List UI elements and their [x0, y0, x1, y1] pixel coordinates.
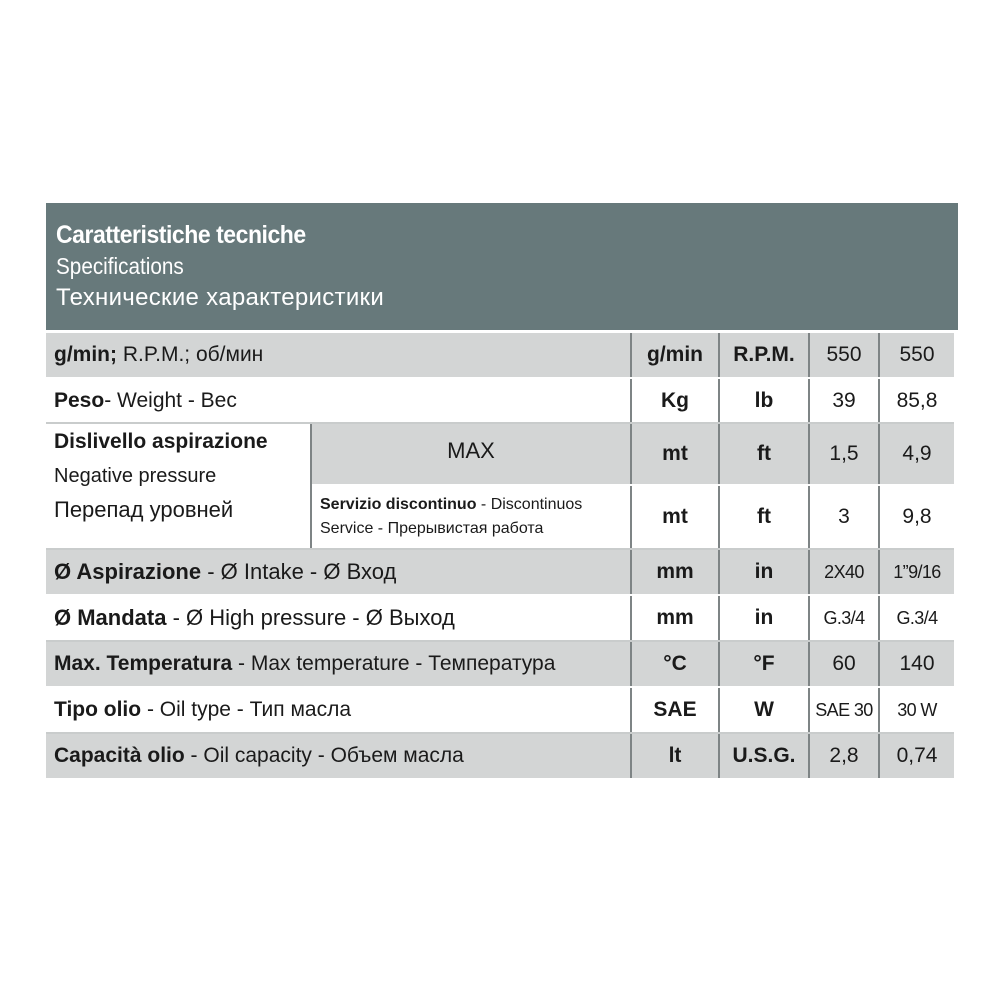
- value-imperial: 0,74: [879, 733, 954, 779]
- value-metric: SAE 30: [809, 687, 879, 733]
- label-rest: - Oil capacity - Объем масла: [184, 744, 464, 767]
- row-intake: [46, 549, 954, 595]
- label-rest: R.P.M.; об/мин: [117, 343, 264, 366]
- row-label: [46, 641, 631, 687]
- negative-pressure-label: [46, 423, 311, 549]
- condition-bold: Servizio discontinuo: [320, 496, 477, 513]
- value-metric: 2,8: [809, 733, 879, 779]
- label-bold: Peso: [54, 388, 105, 412]
- unit-imperial: ft: [719, 423, 809, 485]
- label-bold: Tipo olio: [54, 698, 142, 721]
- unit-metric: mm: [631, 549, 719, 595]
- unit-imperial: ft: [719, 485, 809, 549]
- unit-metric: mt: [631, 423, 719, 485]
- label-rest: - Ø High pressure - Ø Выход: [166, 605, 455, 630]
- value-metric: 39: [809, 378, 879, 423]
- unit-metric: °C: [631, 641, 719, 687]
- value-metric: 550: [809, 333, 879, 378]
- value-metric: 1,5: [809, 423, 879, 485]
- title-russian: Технические характеристики: [56, 284, 385, 311]
- unit-imperial: R.P.M.: [719, 333, 809, 378]
- value-imperial: 30 W: [879, 687, 954, 733]
- value-imperial: 85,8: [879, 378, 954, 423]
- label-bold: Ø Aspirazione: [54, 559, 202, 584]
- label-bold: g/min;: [54, 343, 117, 366]
- value-imperial: 9,8: [879, 485, 954, 549]
- unit-metric: Kg: [631, 378, 719, 423]
- condition-discontinuous: [311, 485, 631, 549]
- label-rest: - Ø Intake - Ø Вход: [201, 559, 397, 584]
- specifications-card: [46, 203, 958, 780]
- value-imperial: 550: [879, 333, 954, 378]
- value-metric: 3: [809, 485, 879, 549]
- value-imperial: 1”9/16: [879, 549, 954, 595]
- condition-max: MAX: [311, 423, 631, 485]
- label-bold: Max. Temperatura: [54, 652, 233, 675]
- row-oil-capacity: [46, 733, 954, 779]
- label-rest: - Oil type - Тип масла: [141, 698, 352, 721]
- unit-metric: mt: [631, 485, 719, 549]
- value-imperial: G.3/4: [879, 595, 954, 641]
- unit-metric: SAE: [631, 687, 719, 733]
- row-label: [46, 549, 631, 595]
- row-temperature: [46, 641, 954, 687]
- condition-rest: - Discontinuos Service - Прерывистая работа: [320, 496, 583, 537]
- label-bold: Capacità olio: [54, 744, 185, 767]
- unit-imperial: in: [719, 549, 809, 595]
- unit-imperial: U.S.G.: [719, 733, 809, 779]
- unit-imperial: lb: [719, 378, 809, 423]
- row-negative-pressure-max: [46, 423, 954, 485]
- row-label: [46, 687, 631, 733]
- row-label: [46, 733, 631, 779]
- label-russian: Перепад уровней: [54, 497, 234, 522]
- value-metric: G.3/4: [809, 595, 879, 641]
- value-metric: 60: [809, 641, 879, 687]
- unit-imperial: in: [719, 595, 809, 641]
- unit-imperial: °F: [719, 641, 809, 687]
- row-label: [46, 333, 631, 378]
- row-oil-type: [46, 687, 954, 733]
- label-italian: Dislivello aspirazione: [54, 430, 268, 453]
- row-outlet: [46, 595, 954, 641]
- unit-imperial: W: [719, 687, 809, 733]
- unit-metric: g/min: [631, 333, 719, 378]
- value-imperial: 4,9: [879, 423, 954, 485]
- label-english: Negative pressure: [54, 465, 217, 487]
- label-rest: - Max temperature - Температура: [232, 652, 556, 675]
- unit-metric: mm: [631, 595, 719, 641]
- title-italian: Caratteristiche tecniche: [56, 221, 306, 249]
- row-label: [46, 595, 631, 641]
- row-weight: [46, 378, 954, 423]
- label-rest: - Weight - Вес: [104, 388, 237, 412]
- value-imperial: 140: [879, 641, 954, 687]
- row-rpm: [46, 333, 954, 378]
- label-bold: Ø Mandata: [54, 605, 167, 630]
- row-label: [46, 378, 631, 423]
- specifications-header: [46, 203, 958, 330]
- value-metric: 2X40: [809, 549, 879, 595]
- title-english: Specifications: [56, 253, 184, 279]
- unit-metric: lt: [631, 733, 719, 779]
- specifications-table: [46, 333, 954, 780]
